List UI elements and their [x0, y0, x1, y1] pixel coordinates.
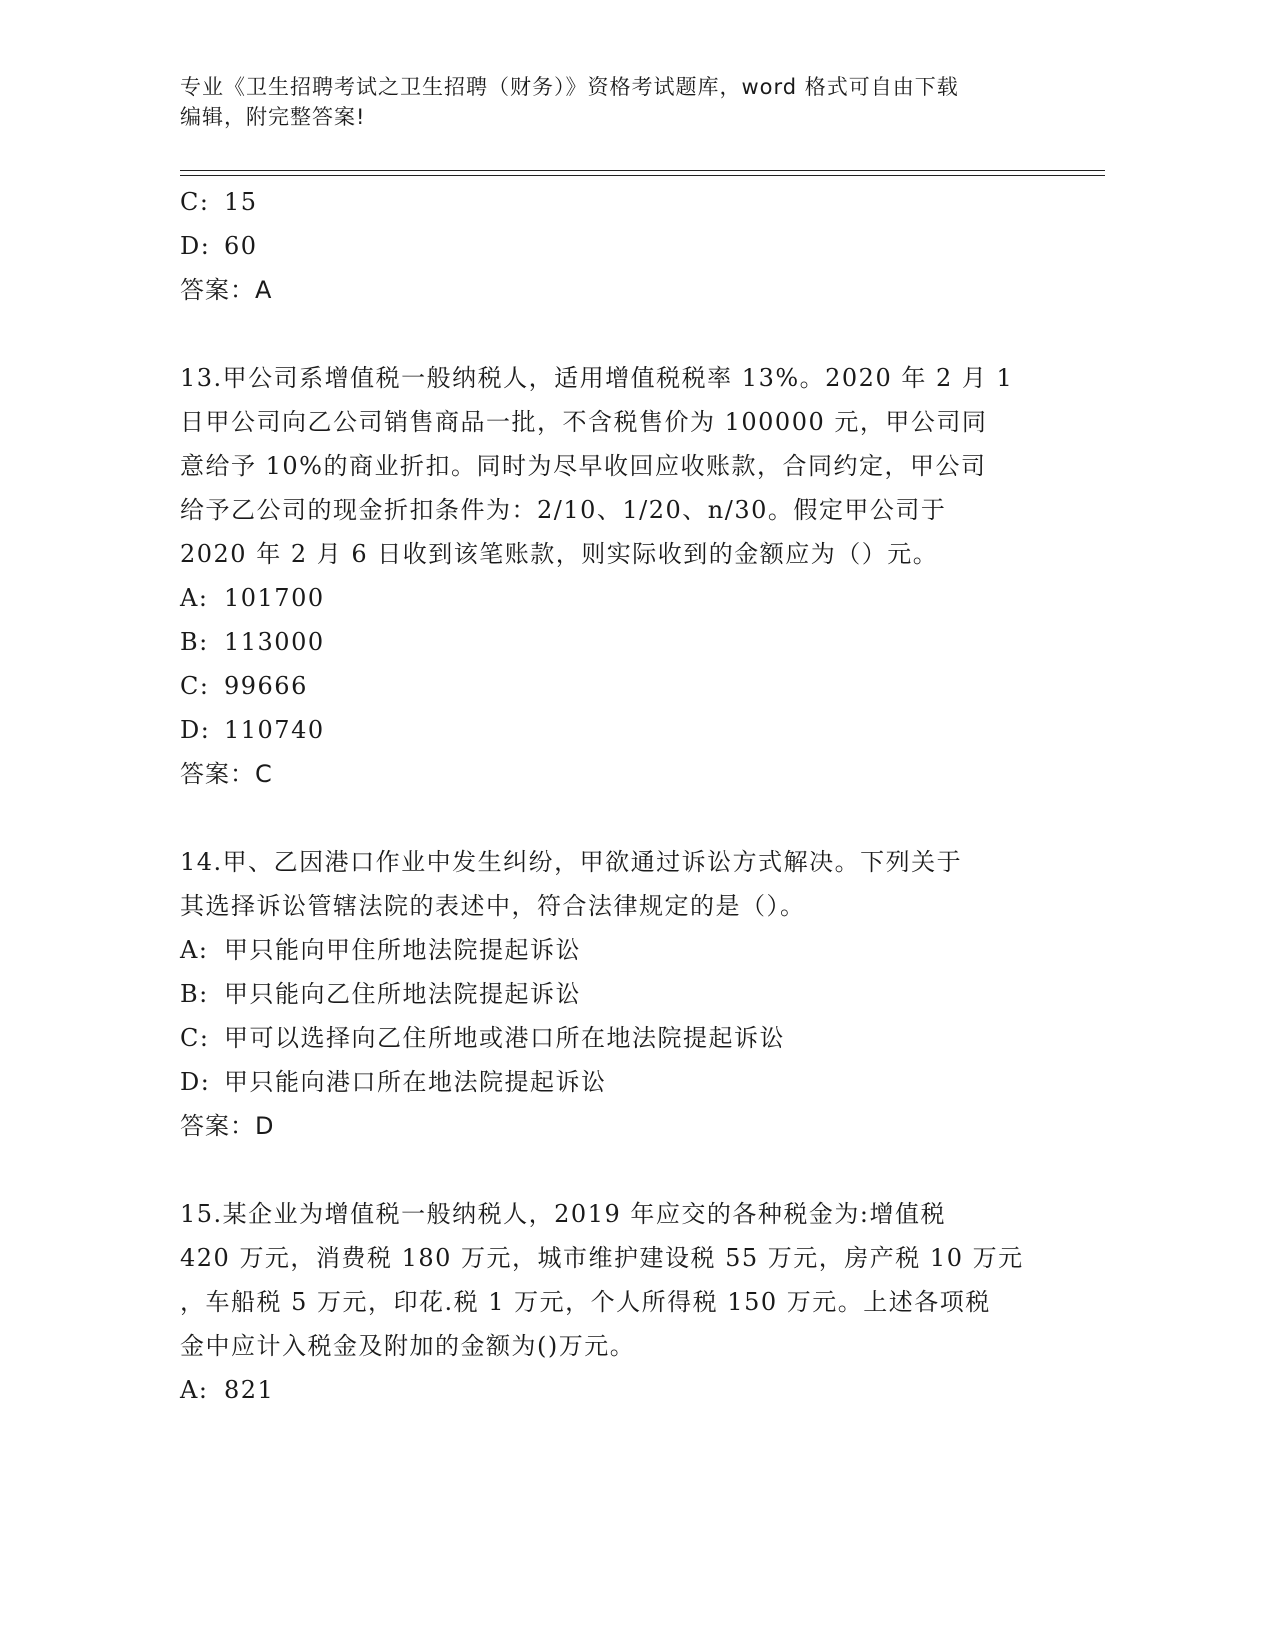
- option-c: C: 15: [180, 188, 258, 216]
- option-d: D: 110740: [180, 716, 325, 744]
- option-b: B: 甲只能向乙住所地法院提起诉讼: [180, 980, 581, 1008]
- question-text-line: ，车船税 5 万元，印花.税 1 万元，个人所得税 150 万元。上述各项税: [180, 1288, 991, 1316]
- option-d: D: 60: [180, 232, 258, 260]
- answer-line: 答案：D: [180, 1112, 275, 1140]
- question-12-tail: [180, 180, 1040, 312]
- header-divider-top: [180, 170, 1105, 171]
- question-text-line: 金中应计入税金及附加的金额为()万元。: [180, 1332, 636, 1360]
- option-d: D: 甲只能向港口所在地法院提起诉讼: [180, 1068, 607, 1096]
- option-a: A: 甲只能向甲住所地法院提起诉讼: [180, 936, 581, 964]
- document-header: [180, 72, 1080, 132]
- question-text-line: 420 万元，消费税 180 万元，城市维护建设税 55 万元，房产税 10 万元: [180, 1244, 1024, 1272]
- option-c: C: 99666: [180, 672, 308, 700]
- question-text-line: 其选择诉讼管辖法院的表述中，符合法律规定的是（）。: [180, 892, 806, 920]
- question-13: [180, 356, 1040, 796]
- question-text-line: 意给予 10%的商业折扣。同时为尽早收回应收账款，合同约定，甲公司: [180, 452, 987, 480]
- header-line-1: 专业《卫生招聘考试之卫生招聘（财务）》资格考试题库，word 格式可自由下载: [180, 75, 959, 99]
- header-divider-bottom: [180, 175, 1105, 176]
- question-14: [180, 840, 1040, 1148]
- question-text-line: 13.甲公司系增值税一般纳税人，适用增值税税率 13%。2020 年 2 月 1: [180, 364, 1014, 392]
- question-15: [180, 1192, 1040, 1412]
- document-body: [180, 180, 1040, 1412]
- header-line-2: 编辑，附完整答案!: [180, 105, 366, 129]
- answer-line: 答案：A: [180, 276, 273, 304]
- question-text-line: 日甲公司向乙公司销售商品一批，不含税售价为 100000 元，甲公司同: [180, 408, 988, 436]
- question-text-line: 2020 年 2 月 6 日收到该笔账款，则实际收到的金额应为（）元。: [180, 540, 939, 568]
- option-a: A: 821: [180, 1376, 275, 1404]
- question-text-line: 15.某企业为增值税一般纳税人，2019 年应交的各种税金为:增值税: [180, 1200, 946, 1228]
- question-text-line: 14.甲、乙因港口作业中发生纠纷，甲欲通过诉讼方式解决。下列关于: [180, 848, 963, 876]
- option-c: C: 甲可以选择向乙住所地或港口所在地法院提起诉讼: [180, 1024, 785, 1052]
- option-a: A: 101700: [180, 584, 325, 612]
- question-text-line: 给予乙公司的现金折扣条件为：2/10、1/20、n/30。假定甲公司于: [180, 496, 947, 524]
- answer-line: 答案：C: [180, 760, 273, 788]
- option-b: B: 113000: [180, 628, 325, 656]
